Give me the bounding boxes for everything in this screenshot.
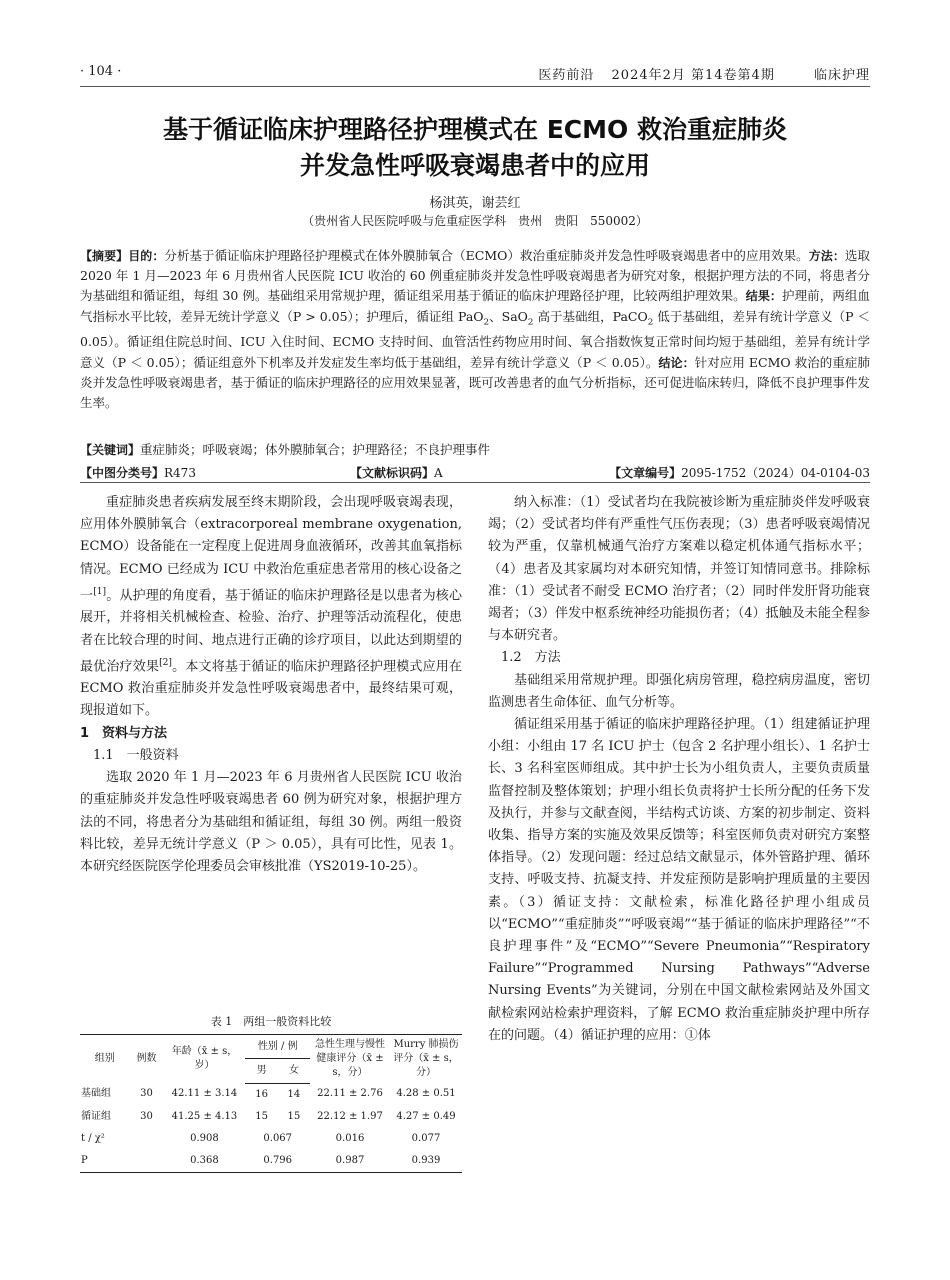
methods-text: 选取 2020 年 1 月—2023 年 6 月贵州省人民医院 ICU 收治的 60 例重症肺炎并发急性呼吸衰竭患者为研究对象，根据护理方法的不同，将患者分为基础组和循证组，每组 30 例。基础组采用常规护理，循证组采用基于循证的临床护理路径护理，比较两组护理效果。 xyxy=(80,248,870,304)
journal-name: 医药前沿 xyxy=(538,68,595,83)
results-text-2: 、SaO xyxy=(489,308,528,324)
th-sex: 性别 / 例 xyxy=(245,1035,310,1059)
section-heading-1: 1 资料与方法 xyxy=(80,725,168,741)
table-row: P 0.368 0.796 0.987 0.939 xyxy=(80,1150,462,1173)
conclusion-label: 结论： xyxy=(658,355,695,370)
subscript: 2 xyxy=(483,317,490,328)
table-row: 循证组 30 41.25 ± 4.13 15 15 22.12 ± 1.97 4.27 ± 0.49 xyxy=(81,1110,456,1122)
keywords-label: 【关键词】 xyxy=(80,443,141,457)
results-text-4: 低于基础组，差异有统计学意义（P ＜ 0.05）。循证组住院总时间、ICU 入住时间、ECMO 支持时间、血管活性药物应用时间、氧合指数恢复正常时间均短于基础组，差异有统计学意义（P ＜ 0.05）；循证组意外下机率及并发症发生率均低于基础组，差异有统计学意义（P ＜ 0.05）。 xyxy=(80,308,871,370)
page-number: · 104 · xyxy=(80,64,122,79)
document-code: 【文献标识码】A xyxy=(350,466,443,480)
citation-2[interactable]: [2] xyxy=(159,657,172,668)
basic-group-method: 基础组采用常规护理。即强化病房管理，稳控病房温度，密切监测患者生命体征、血气分析等。 xyxy=(488,672,870,710)
classification-line xyxy=(80,462,870,483)
keywords xyxy=(80,440,870,458)
objective-label: 目的： xyxy=(128,249,165,263)
evidence-group-method: 循证组采用基于循证的临床护理路径护理。（1）组建循证护理小组：小组由 17 名 ICU 护士（包含 2 名护理小组长）、1 名护士长、3 名科室医师组成。其中护士长为小组负责人，主要负责质量监督控制及整体策划；护理小组长负责将护士长所分配的任务下发及执行，并参与文献查阅，半结构式访谈、方案的初步制定、资料收集、指导方案的实施及效果反馈等；科室医师负责对研究方案整体指导。（2）发现问题：经过总结文献显示，体外管路护理、循环支持、呼吸支持、抗凝支持、并发症预防是影响护理质量的主要因素。（3）循证支持：文献检索，标准化路径护理小组成员以“ECMO”“重症肺炎”“呼吸衰竭”“基于循证的临床护理路径”“不良护理事件”及“ECMO”“Severe Pneumonia”“Respiratory Failure”“Programmed Nursing Pathways”“Adverse Nursing Events”为关键词，分别在中国文献检索网站及外国文献检索网站检索护理资料，了解 ECMO 救治重症肺炎护理中所存在的问题。（4）循证护理的应用：①体 xyxy=(488,717,870,1043)
th-health: 急性生理与慢性健康评分（x̄ ± s，分） xyxy=(310,1035,390,1084)
article-title xyxy=(80,112,870,184)
table-row: t / χ² 0.908 0.067 0.016 0.077 xyxy=(81,1132,441,1144)
subsection-heading-1-1: 1.1 一般资料 xyxy=(93,747,179,763)
th-age: 年龄（x̄ ± s，岁） xyxy=(163,1035,245,1084)
results-text-1: 护理前，两组血气指标水平比较，差异无统计学意义（P > 0.05）；护理后，循证组 PaO xyxy=(80,288,870,324)
article-number: 【文章编号】2095-1752（2024）04-0104-03 xyxy=(609,466,870,480)
general-data-paragraph: 选取 2020 年 1 月—2023 年 6 月贵州省人民医院 ICU 收治的重症肺炎并发急性呼吸衰竭患者 60 例为研究对象，根据护理方法的不同，将患者分为基础组和循证组，每组 30 例。两组一般资料比较，差异无统计学意义（P ＞ 0.05），具有可比性，见表 1。本研究经医院医学伦理委员会审核批准（YS2019-10-25）。 xyxy=(80,770,462,874)
body-left-column xyxy=(80,492,462,878)
authors: 杨淇英，谢芸红 xyxy=(429,196,521,211)
subsection-heading-1-2: 1.2 方法 xyxy=(501,650,561,666)
th-male: 男 xyxy=(245,1059,277,1083)
abstract xyxy=(80,246,870,413)
intro-paragraph: 重症肺炎患者疾病发展至终末期阶段，会出现呼吸衰竭表现，应用体外膜肺氧合（extracorporeal membrane oxygenation, ECMO）设备能在一定程度上促进周身血液循环，改善其血氧指标情况。ECMO 已经成为 ICU 中救治危重症患者常用的核心设备之一[1]。从护理的角度看，基于循证的临床护理路径是以患者为核心展开，并将相关机械检查、检验、治疗、护理等活动流程化，使患者在比较合理的时间、地点进行正确的诊疗项目，以此达到期望的最优治疗效果[2]。本文将基于循证的临床护理路径护理模式应用在 ECMO 救治重症肺炎并发急性呼吸衰竭患者中，最终结果可观，现报道如下。 xyxy=(80,495,462,719)
results-text-3: 高于基础组，PaCO xyxy=(533,308,648,324)
subscript: 2 xyxy=(527,317,534,328)
th-group: 组别 xyxy=(80,1035,129,1084)
title-line-1: 基于循证临床护理路径护理模式在 ECMO 救治重症肺炎 xyxy=(163,115,787,144)
conclusion-text: 针对应用 ECMO 救治的重症肺炎并发急性呼吸衰竭患者，基于循证的临床护理路径的应用效果显著，既可改善患者的血气分析指标，还可促进临床转归，降低不良护理事件发生率。 xyxy=(80,354,870,410)
abstract-label: 【摘要】 xyxy=(80,249,129,263)
body-right-column xyxy=(488,492,870,1047)
clc-number: 【中图分类号】R473 xyxy=(80,466,196,480)
results-label: 结果： xyxy=(745,289,782,304)
th-n: 例数 xyxy=(129,1035,163,1084)
keywords-text: 重症肺炎；呼吸衰竭；体外膜肺氧合；护理路径；不良护理事件 xyxy=(140,442,491,457)
table-1 xyxy=(80,1034,462,1173)
affiliation: （贵州省人民医院呼吸与危重症医学科 贵州 贵阳 550002） xyxy=(302,214,648,228)
table-row: 基础组 30 42.11 ± 3.14 16 14 22.11 ± 2.76 4.28 ± 0.51 xyxy=(81,1088,456,1100)
table-1-title: 表 1 两组一般资料比较 xyxy=(210,1015,332,1028)
citation-1[interactable]: [1] xyxy=(93,586,107,597)
journal-section: 临床护理 xyxy=(813,68,870,83)
methods-label: 方法： xyxy=(808,249,845,263)
journal-issue: 2024年2月 第14卷第4期 xyxy=(611,68,775,83)
subscript: 2 xyxy=(647,317,654,328)
running-header xyxy=(80,62,870,87)
journal-meta xyxy=(526,64,870,83)
th-female: 女 xyxy=(278,1059,310,1083)
inclusion-criteria: 纳入标准：（1）受试者均在我院被诊断为重症肺炎伴发呼吸衰竭；（2）受试者均伴有严重性气压伤表现；（3）患者呼吸衰竭情况较为严重，仅靠机械通气治疗方案难以稳定机体通气指标水平；（4）患者及其家属均对本研究知情，并签订知情同意书。排除标准：（1）受试者不耐受 ECMO 治疗者；（2）同时伴发肝肾功能衰竭者；（3）伴发中枢系统神经功能损伤者；（4）抵触及未能全程参与本研究者。 xyxy=(488,495,870,644)
title-line-2: 并发急性呼吸衰竭患者中的应用 xyxy=(299,151,650,180)
th-murray: Murry 肺损伤评分（x̄ ± s，分） xyxy=(390,1035,462,1084)
objective-text: 分析基于循证临床护理路径护理模式在体外膜肺氧合（ECMO）救治重症肺炎并发急性呼吸衰竭患者中的应用效果。 xyxy=(164,248,809,263)
